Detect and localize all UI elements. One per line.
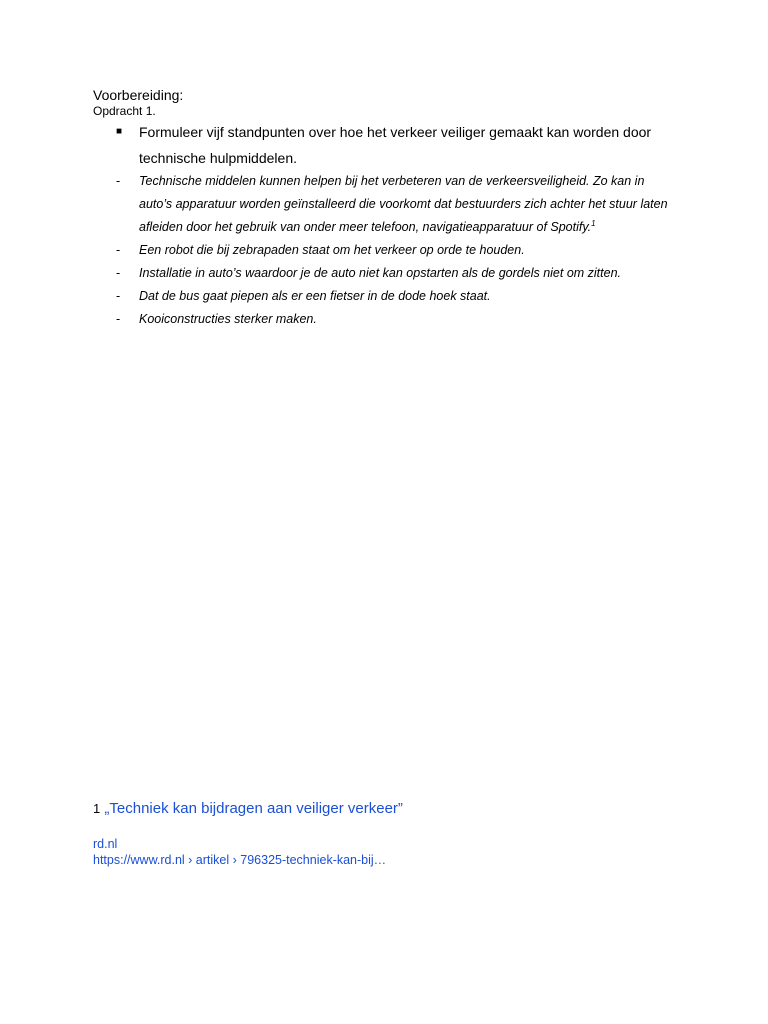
footnote <box>93 799 403 819</box>
footnote-title-link[interactable]: „Techniek kan bijdragen aan veiliger verkeer” <box>104 800 403 817</box>
viewpoints-list <box>116 170 676 331</box>
list-item <box>116 308 676 331</box>
footnote-number: 1 <box>93 801 101 816</box>
dash-bullet-icon: - <box>116 174 121 188</box>
list-item-text: Technische middelen kunnen helpen bij het verbeteren van de verkeersveiligheid. Zo kan in auto’s apparatuur worden geïnstalleerd die voorkomt dat bestuurders zich achter het stuur laten afleiden door het gebruik van onder meer telefoon, navigatieapparatuur of Spotify. <box>139 174 668 234</box>
assignment-label: Opdracht 1. <box>93 104 156 118</box>
source-site-link[interactable]: rd.nl <box>93 837 118 851</box>
list-item <box>116 262 676 285</box>
list-item <box>116 285 676 308</box>
list-item-text: Een robot die bij zebrapaden staat om het verkeer op orde te houden. <box>139 243 525 257</box>
main-bullet-text: Formuleer vijf standpunten over hoe het verkeer veiliger gemaakt kan worden door technische hulpmiddelen. <box>139 124 652 166</box>
list-item <box>116 239 676 262</box>
dash-bullet-icon: - <box>116 243 121 257</box>
list-item-text: Installatie in auto’s waardoor je de auto niet kan opstarten als de gordels niet om zitten. <box>139 266 622 280</box>
list-item-text: Dat de bus gaat piepen als er een fietser in de dode hoek staat. <box>139 289 491 303</box>
footnote-reference[interactable]: 1 <box>591 218 596 228</box>
dash-bullet-icon: - <box>116 266 121 280</box>
list-item <box>116 170 676 239</box>
source-url-link[interactable]: https://www.rd.nl › artikel › 796325-techniek-kan-bij… <box>93 853 387 867</box>
square-bullet-icon: ■ <box>116 126 123 137</box>
dash-bullet-icon: - <box>116 289 121 303</box>
list-item-text: Kooiconstructies sterker maken. <box>139 312 317 326</box>
document-heading: Voorbereiding: <box>93 87 184 103</box>
dash-bullet-icon: - <box>116 312 121 326</box>
